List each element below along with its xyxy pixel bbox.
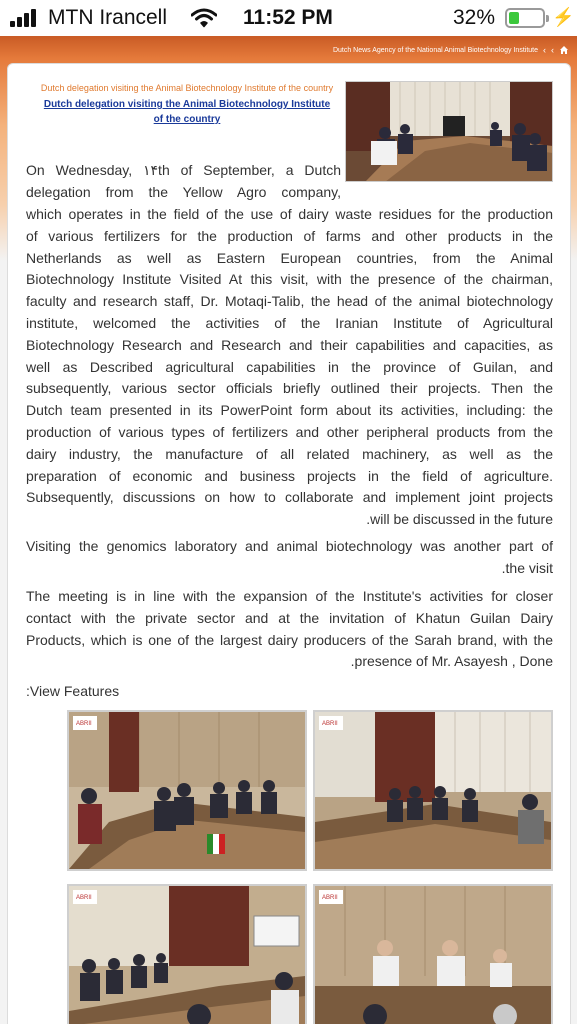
paragraph-line: subsequently, various sector officials briefly outlined their projects. Then the xyxy=(26,380,553,397)
headline-line: Dutch delegation visiting the Animal Biotechnology Institute xyxy=(43,99,331,110)
paragraph-line: .will be discussed in the future xyxy=(366,511,553,528)
article-paragraph-3 xyxy=(26,586,553,673)
paragraph-line: delegation from the Yellow Agro company, xyxy=(26,183,341,200)
article-paragraph-2 xyxy=(26,536,553,580)
battery-icon xyxy=(505,8,545,28)
battery-level-fill xyxy=(509,12,519,24)
clock: 11:52 PM xyxy=(243,6,333,29)
paragraph-line: faculty and research staff, Dr. Motaqi-Talib, the head of the animal biotechnology xyxy=(26,293,553,310)
paragraph-line: .presence of Mr. Asayesh , Done xyxy=(350,653,553,670)
svg-text:ABRII: ABRII xyxy=(76,721,92,727)
article-paragraph-intro xyxy=(26,160,341,204)
paragraph-line: well as Described agricultural capabilities in the province of Guilan, and xyxy=(26,358,553,375)
svg-text:ABRII: ABRII xyxy=(76,895,92,901)
paragraph-line: which operates in the field of the use of dairy waste residues for the production xyxy=(26,206,553,222)
paragraph-line: Subsequently, discussions on how to collaborate and implement joint projects xyxy=(26,489,553,506)
article-card xyxy=(7,63,571,1024)
paragraph-line: contact with the private sector and at the invitation of Khatun Guilan Dairy xyxy=(26,609,553,626)
meeting-photo-4[interactable] xyxy=(313,884,553,1024)
paragraph-line: .the visit xyxy=(501,559,553,576)
lead-meeting-photo[interactable] xyxy=(345,81,553,182)
status-bar xyxy=(0,0,577,36)
charging-bolt-icon: ⚡ xyxy=(552,7,575,27)
breadcrumb[interactable]: Dutch News Agency of the National Animal Biotechnology Institute xyxy=(332,46,538,54)
chevron-left-icon[interactable]: ‹ xyxy=(551,45,554,55)
headline-line: of the country xyxy=(153,114,221,125)
meeting-photo-2[interactable] xyxy=(313,710,553,871)
view-features-label: :View Features xyxy=(26,683,120,699)
paragraph-line: Dutch team presented in its PowerPoint form about its activities, including: the xyxy=(26,402,553,419)
paragraph-line: production of various types of fertilizers and other peripheral products from the xyxy=(26,423,553,440)
article-paragraph-1 xyxy=(26,204,553,531)
paragraph-line: preparation of economic and business projects in the field of agriculture. xyxy=(26,467,553,484)
paragraph-line: Visiting the genomics laboratory and animal biotechnology was another part of xyxy=(26,538,553,554)
svg-text:ABRII: ABRII xyxy=(322,895,338,901)
carrier-name: MTN Irancell xyxy=(48,6,168,29)
svg-text:ABRII: ABRII xyxy=(322,721,338,727)
paragraph-line: On Wednesday, ۱۴th of September, a Dutch xyxy=(26,162,341,178)
paragraph-line: The meeting is in line with the expansion of the Institute's activities for closer xyxy=(26,588,553,604)
paragraph-line: of various fertilizers for the production of farms and other products in the xyxy=(26,227,553,244)
home-icon[interactable] xyxy=(559,45,569,55)
meeting-photo-1[interactable] xyxy=(67,710,307,871)
breadcrumb-bar xyxy=(333,45,569,55)
signal-icon xyxy=(10,9,42,27)
wifi-icon xyxy=(191,8,217,28)
paragraph-line: Products, which is one of the largest dairy producers of the Sarah brand, with the xyxy=(26,631,553,648)
chevron-left-icon[interactable]: ‹ xyxy=(543,45,546,55)
paragraph-line: Netherlands as well as Eastern European countries, from the Animal xyxy=(26,249,553,266)
paragraph-line: Biotechnology Institute Visited At this visit, with the presence of the chairman, xyxy=(26,271,553,288)
paragraph-line: Biotechnology Research and Research and their capabilities and capacities, as xyxy=(26,336,553,353)
battery-percent: 32% xyxy=(453,6,496,29)
meeting-photo-3[interactable] xyxy=(67,884,307,1024)
paragraph-line: dairy industry, the manufacture of all related machinery, as well as the xyxy=(26,445,553,462)
article-kicker[interactable]: Dutch delegation visiting the Animal Biotechnology Institute of the country xyxy=(40,83,334,93)
paragraph-line: institute, welcomed the activities of the Iranian Institute of Agricultural xyxy=(26,314,553,331)
article-headline[interactable] xyxy=(26,97,348,127)
